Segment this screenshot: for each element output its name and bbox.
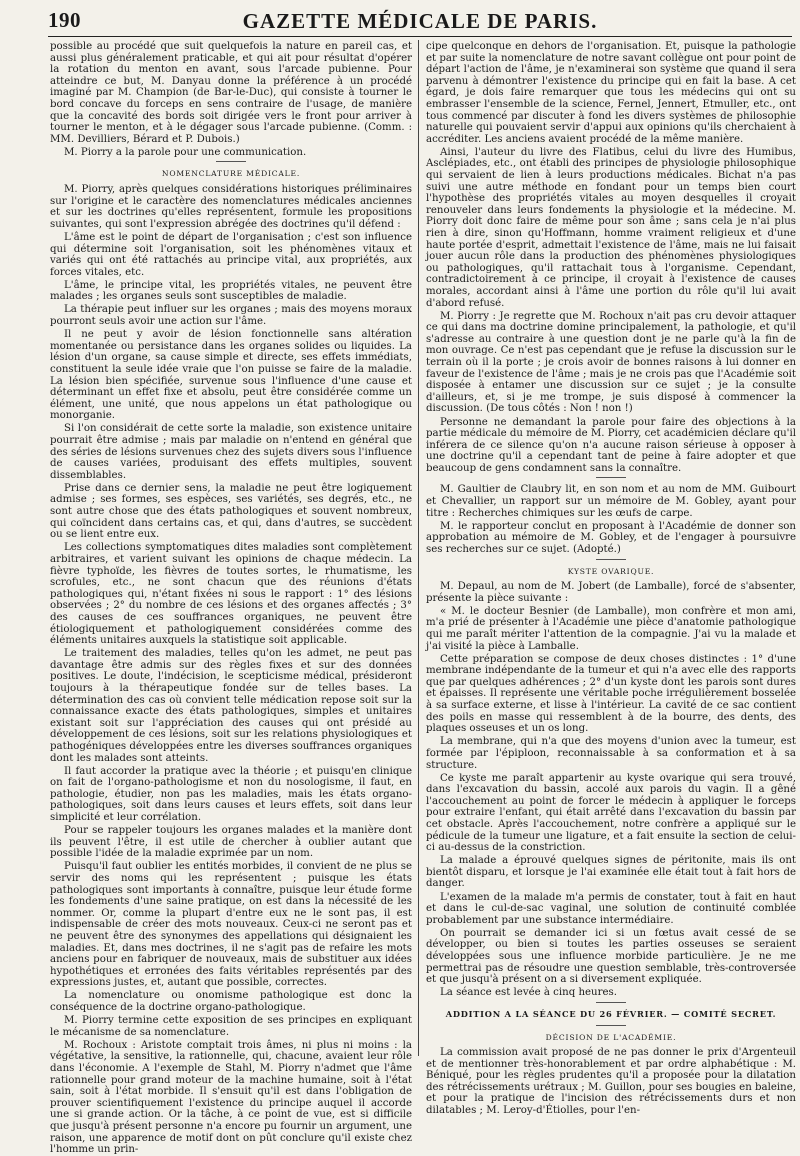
- paragraph: « M. le docteur Besnier (de Lamballe), mon confrère et mon ami, m'a prié de présenter à l'Académie une pièce d'anatomie pathologique qui me paraît mériter l'attention de la compagnie. J'ai vu la malade et j'ai visité la pièce à Lamballe.: [426, 605, 796, 652]
- paragraph: Les collections symptomatiques dites maladies sont complètement arbitraires, et varient suivant les opinions de chaque médecin. La fièvre typhoïde, les fièvres de toutes sortes, le rhumatisme, les scrofules, etc., ne sont chacun que des réunions d'états pathologiques qui, n'étant fixées ni sous le rapport : 1° des lésions observées ; 2° du nombre de ces lésions et des organes affectés ; 3° des causes de ces souffrances organiques, ne peuvent être étiologiquement et pathologiquement considérées comme des éléments unitaires auxquels la statistique soit applicable.: [50, 542, 412, 647]
- paragraph: Si l'on considérait de cette sorte la maladie, son existence unitaire pourrait être admise ; mais par maladie on n'entend en général que des séries de lésions survenues chez des sujets divers sous l'influence de causes variées, produisant des effets multiples, souvent dissemblables.: [50, 423, 412, 481]
- paragraph: L'âme, le principe vital, les propriétés vitales, ne peuvent être malades ; les organes seuls sont susceptibles de maladie.: [50, 279, 412, 303]
- paragraph: possible au procédé que suit quelquefois la nature en pareil cas, et aussi plus généralement praticable, et qui ait pour résultat d'opérer la rotation du menton en avant, sous l'arcade pubienne. Pour atteindre ce but, M. Danyau donne la préférence à un procédé imaginé par M. Champion (de Bar-le-Duc), qui consiste à tourner le bord concave du forceps en sens contraire de l'usage, de manière que la concavité des bords soit dirigée vers le front pour arriver à tourner le menton, et à le dégager sous l'arcade pubienne. (Comm. : MM. Devilliers, Bérard et P. Dubois.): [50, 41, 412, 145]
- paragraph: On pourrait se demander ici si un fœtus avait cessé de se développer, ou bien si toutes les parties osseuses se seraient développées sous une influence morbide particulière. Je ne me permettrai pas de résoudre une question semblable, très-controversée et que jusqu'à présent on a si diversement expliquée.: [426, 927, 796, 986]
- paragraph: La nomenclature ou onomisme pathologique est donc la conséquence de la doctrine organo-pathologique.: [50, 990, 412, 1013]
- paragraph: M. Gaultier de Claubry lit, en son nom et au nom de MM. Guibourt et Chevallier, un rapport sur un mémoire de M. Gobley, ayant pour titre : Recherches chimiques sur les œufs de carpe.: [426, 484, 796, 519]
- paragraph: Il ne peut y avoir de lésion fonctionnelle sans altération momentanée ou persistance dans les organes solides ou liquides. La lésion d'un organe, sa cause simple et directe, ses effets immédiats, constituent la seule idée vraie que l'on puisse se faire de la maladie. La lésion bien spécifiée, survenue sous l'influence d'une cause et déterminant un effet fixe et absolu, peut être considérée comme un élément, une unité, que nous appelons un état pathologique ou monorganie.: [50, 329, 412, 422]
- right-column: [426, 41, 796, 1117]
- section-heading: NOMENCLATURE MÉDICALE.: [161, 169, 301, 179]
- paragraph: Personne ne demandant la parole pour faire des objections à la partie médicale du mémoire de M. Piorry, cet académicien déclare qu'il inférera de ce silence qu'on n'a aucune raison sérieuse à opposer à une doctrine qu'il a cependant tant de peine à faire adopter et que beaucoup de gens condamnent sans la connaître.: [426, 416, 796, 474]
- journal-title: GAZETTE MÉDICALE DE PARIS.: [242, 9, 598, 33]
- paragraph: Ce kyste me paraît appartenir au kyste ovarique qui sera trouvé, dans l'excavation du bassin, accolé aux parois du vagin. Il a gêné l'accouchement au point de forcer le médecin à appliquer le forceps pour extraire l'enfant, qui était arrêté dans l'excavation du bassin par cet obstacle. Après l'accouchement, notre confrère a appliqué sur le pédicule de la tumeur une ligature, et a fait ensuite la section de celui-ci au-dessus de la constriction.: [426, 772, 796, 854]
- paragraph: La séance est levée à cinq heures.: [440, 987, 617, 999]
- paragraph: Prise dans ce dernier sens, la maladie ne peut être logiquement admise ; ses formes, ses espèces, ses variétés, ses degrés, etc., ne sont autre chose que des états pathologiques et souvent nombreux, qui coïncident dans certains cas, et qui, dans d'autres, se succèdent ou se lient entre eux.: [50, 482, 412, 541]
- paragraph: Le traitement des maladies, telles qu'on les admet, ne peut pas davantage être admis sur des règles fixes et sur des données positives. Le doute, l'indécision, le scepticisme médical, présideront toujours à la thérapeutique fondée sur de telles bases. La détermination des cas où convient telle médication repose soit sur la connaissance exacte des états pathologiques, simples et unitaires existant soit sur l'appréciation des causes qui ont présidé au développement de ces lésions, soit sur les relations physiologiques et pathogéniques développées entre les diverses souffrances organiques dont les malades sont atteints.: [50, 648, 412, 764]
- section-rule: [596, 477, 626, 478]
- paragraph: L'examen de la malade m'a permis de constater, tout à fait en haut et dans le cul-de-sac vaginal, une solution de continuité comblée probablement par une substance intermédiaire.: [426, 891, 796, 926]
- section-heading: ADDITION A LA SÉANCE DU 26 FÉVRIER. — COMITÉ SECRET.: [445, 1008, 777, 1019]
- paragraph: M. Piorry termine cette exposition de ses principes en expliquant le mécanisme de sa nomenclature.: [50, 1015, 412, 1038]
- section-rule: [596, 1025, 626, 1026]
- paragraph: M. Piorry a la parole pour une communication.: [64, 146, 307, 158]
- section-rule: [216, 161, 246, 162]
- left-column: [50, 41, 412, 1156]
- paragraph: Ainsi, l'auteur du livre des Flatibus, celui du livre des Humibus, Asclépiades, etc., ont établi des principes de physiologie philosophique qui servaient de lien à leurs productions médicales. Bichat n'a pas suivi une autre méthode en fondant pour un temps bien court l'hypothèse des propriétés vitales au moyen desquelles il croyait renouveler dans leurs fondements la physiologie et la médecine. M. Piorry doit donc faire de même pour son âme ; sans cela je n'ai plus rien à dire, sinon qu'Hoffmann, homme vraiment religieux et d'une haute portée d'esprit, admettait l'existence de l'âme, mais ne lui faisait jouer aucun rôle dans la production des phénomènes physiologiques ou pathologiques, qu'il rattachait tous à l'organisme. Cependant, contradictoirement à ce principe, il croyait à l'existence de causes morales, accordant ainsi à l'âme une portion du rôle qu'il lui avait d'abord refusé.: [426, 146, 796, 309]
- paragraph: L'âme est le point de départ de l'organisation ; c'est son influence qui détermine soit l'organisation, soit les phénomènes vitaux et variés qui ont été rattachés au principe vital, aux propriétés, aux forces vitales, etc.: [50, 231, 412, 278]
- section-rule: [596, 1002, 626, 1003]
- paragraph: La thérapie peut influer sur les organes ; mais des moyens moraux pourront seuls avoir une action sur l'âme.: [50, 304, 412, 328]
- paragraph: Puisqu'il faut oublier les entités morbides, il convient de ne plus se servir des noms qui les représentent ; puisque les états pathologiques sont importants à connaître, puisque leur étude forme les fondements d'une saine pratique, on est dans la nécessité de les nommer. Or, comme la plupart d'entre eux ne le sont pas, il est indispensable de créer des mots nouveaux. Ceux-ci ne seront pas et ne peuvent être des synonymes des appellations qui désignaient les maladies. Et, dans mes doctrines, il ne s'agit pas de refaire les mots anciens pour en fabriquer de nouveaux, mais de substituer aux idées hypothétiques et erronées des faits véritables représentés par des expressions justes, et, autant que possible, correctes.: [50, 861, 412, 989]
- paragraph: Il faut accorder la pratique avec la théorie ; et puisqu'en clinique on fait de l'organo-pathologisme et non du nosologisme, il faut, en pathologie, étudier, non pas les maladies, mais les états organo-pathologiques, soit dans leurs causes et leurs effets, soit dans leur simplicité et leur corrélation.: [50, 765, 412, 823]
- page-number: 190: [48, 8, 81, 32]
- paragraph: La commission avait proposé de ne pas donner le prix d'Argenteuil et de mentionner très-honorablement et par ordre alphabétique : M. Béniqué, pour les règles prudentes qu'il a proposée pour la dilatation des rétrécissements urétraux ; M. Guillon, pour ses bougies en baleine, et pour la pratique de l'incision des rétrécissements durs et non dilatables ; M. Leroy-d'Étiolles, pour l'en-: [426, 1047, 796, 1117]
- paragraph: M. Piorry, après quelques considérations historiques préliminaires sur l'origine et le caractère des nomenclatures médicales anciennes et sur les doctrines qu'elles représentent, formule les propositions suivantes, qui sont l'expression abrégée des doctrines qu'il défend :: [50, 184, 412, 230]
- paragraph: La membrane, qui n'a que des moyens d'union avec la tumeur, est formée par l'épiploon, reconnaissable à sa conformation et à sa structure.: [426, 736, 796, 771]
- section-heading: DÉCISION DE L'ACADÉMIE.: [545, 1032, 677, 1042]
- paragraph: Pour se rappeler toujours les organes malades et la manière dont ils peuvent l'être, il est utile de chercher à oublier autant que possible l'idée de la maladie exprimée par un nom.: [50, 825, 412, 860]
- paragraph: M. Piorry : Je regrette que M. Rochoux n'ait pas cru devoir attaquer ce qui dans ma doctrine domine principalement, la pathologie, et qu'il s'adresse au contraire à une question dont je ne parle qu'à la fin de mon ouvrage. Ce n'est pas cependant que je refuse la discussion sur le terrain où il la porte ; je crois avoir de bonnes raisons à lui donner en faveur de l'existence de l'âme ; mais je ne crois pas que l'Académie soit disposée à entamer une discussion sur ce sujet ; je la consulte d'ailleurs, et, si je me trompe, je suis disposé à commencer la discussion. (De tous côtés : Non ! non !): [426, 310, 796, 415]
- page-header: [48, 8, 792, 36]
- paragraph: Cette préparation se compose de deux choses distinctes : 1° d'une membrane indépendante de la tumeur et qui n'a avec elle des rapports que par quelques adhérences ; 2° d'un kyste dont les parois sont dures et épaisses. Il représente une véritable poche irrégulièrement bosselée à sa surface externe, et lisse à l'intérieur. La cavité de ce sac contient des poils en masse qui ressemblent à de la bourre, des dents, des plaques osseuses et un os long.: [426, 653, 796, 735]
- section-heading: KYSTE OVARIQUE.: [567, 566, 655, 576]
- paragraph: M. le rapporteur conclut en proposant à l'Académie de donner son approbation au mémoire de M. Gobley, et de l'engager à poursuivre ses recherches sur ce sujet. (Adopté.): [426, 520, 796, 555]
- header-rule: [48, 36, 792, 37]
- paragraph: La malade a éprouvé quelques signes de péritonite, mais ils ont bientôt disparu, et lorsque je l'ai examinée elle était tout à fait hors de danger.: [426, 855, 796, 890]
- paragraph: M. Depaul, au nom de M. Jobert (de Lamballe), forcé de s'absenter, présente la pièce suivante :: [426, 581, 796, 604]
- paragraph: M. Rochoux : Aristote comptait trois âmes, ni plus ni moins : la végétative, la sensitive, la rationnelle, qui, chacune, avaient leur rôle dans l'économie. A l'exemple de Stahl, M. Piorry n'admet que l'âme rationnelle pour grand moteur de la machine humaine, soit à l'état sain, soit à l'état morbide. Il s'ensuit qu'il est dans l'obligation de prouver scientifiquement l'existence du principe auquel il accorde une si grande action. Or la tâche, à ce point de vue, est si difficile que jusqu'à présent personne n'a encore pu fournir un argument, une raison, une apparence de motif dont on pût conclure qu'il existe chez l'homme un prin-: [50, 1039, 412, 1156]
- section-rule: [596, 559, 626, 560]
- column-divider: [418, 40, 419, 1056]
- paragraph: cipe quelconque en dehors de l'organisation. Et, puisque la pathologie et par suite la nomenclature de notre savant collègue ont pour point de départ l'action de l'âme, je n'examinerai son système que quand il sera parvenu à démontrer l'existence du principe qui en fait la base. A cet égard, je dois faire remarquer que tous les médecins qui ont su embrasser l'ensemble de la science, Fernel, Jennert, Etmuller, etc., ont tous commencé par discuter à fond les divers systèmes de philosophie naturelle qui pouvaient servir d'appui aux opinions qu'ils cherchaient à accréditer. Les anciens avaient procédé de la même manière.: [426, 41, 796, 145]
